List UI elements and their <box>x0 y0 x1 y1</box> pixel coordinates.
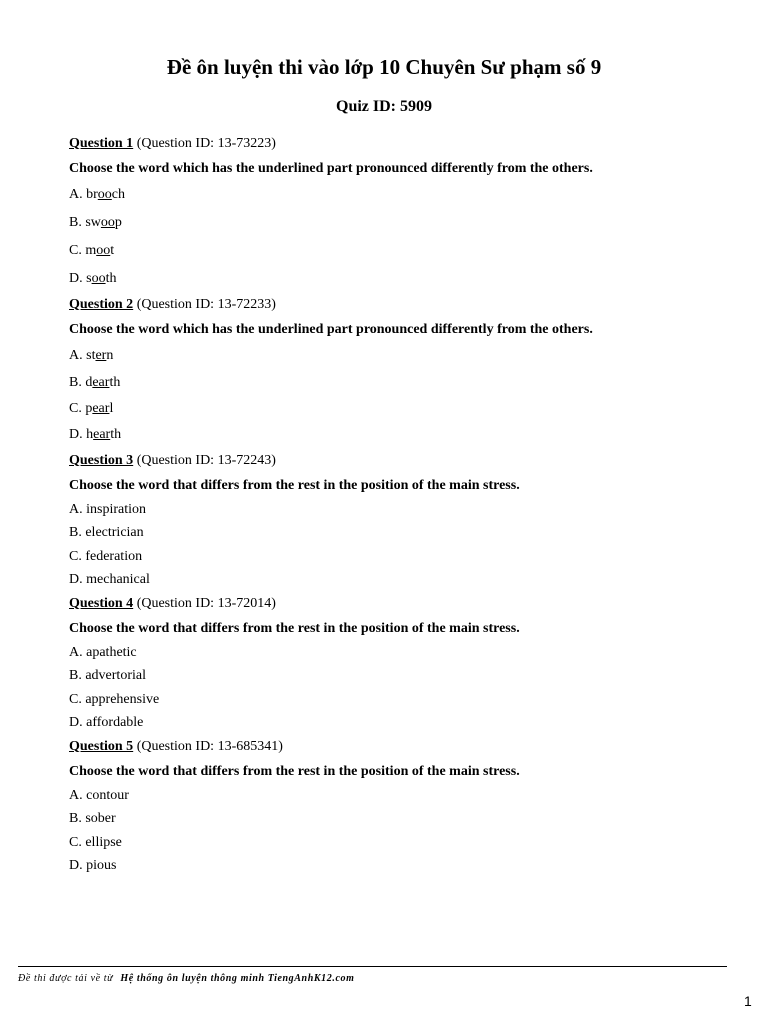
option-letter: D. <box>69 427 87 442</box>
option-letter: D. <box>69 572 87 587</box>
option-text: br <box>86 187 98 202</box>
option <box>69 857 729 881</box>
underlined-part: oo <box>97 187 112 202</box>
option-letter: A. <box>69 502 87 517</box>
question-prompt: Choose the word that differs from the rest in the position of the main stress. <box>69 764 520 779</box>
option <box>69 374 729 400</box>
option <box>69 667 729 691</box>
underlined-part: oo <box>100 215 115 230</box>
option-letter: B. <box>69 811 86 826</box>
question-block <box>69 135 729 296</box>
option-letter: D. <box>69 858 87 873</box>
option-text-end: th <box>105 271 117 286</box>
underlined-part: er <box>95 348 107 363</box>
option-text: d <box>85 375 93 390</box>
option-letter: B. <box>69 668 86 683</box>
option-letter: C. <box>69 243 86 258</box>
option <box>69 270 729 296</box>
option-letter: B. <box>69 525 86 540</box>
question-id: (Question ID: 13-72243) <box>133 453 276 468</box>
question-prompt: Choose the word which has the underlined part pronounced differently from the others. <box>69 322 593 337</box>
option-text: p <box>85 401 93 416</box>
option <box>69 186 729 214</box>
option <box>69 644 729 667</box>
option <box>69 214 729 242</box>
question-number: Question 1 <box>69 136 134 151</box>
option-text-end: l <box>109 401 114 416</box>
option-letter: C. <box>69 401 86 416</box>
question-id: (Question ID: 13-72014) <box>133 596 276 611</box>
question-id: (Question ID: 13-73223) <box>133 136 276 151</box>
option <box>69 691 729 714</box>
option-text: st <box>86 348 96 363</box>
question-id: (Question ID: 13-685341) <box>133 739 283 754</box>
option-text: m <box>85 243 97 258</box>
option-letter: A. <box>69 348 87 363</box>
underlined-part: oo <box>96 243 111 258</box>
option-text-end: n <box>106 348 114 363</box>
footer-brand: Hệ thống ôn luyện thông minh TiengAnhK12.com <box>120 973 355 984</box>
option-letter: B. <box>69 215 86 230</box>
option <box>69 347 729 374</box>
option <box>69 501 729 524</box>
option-text: inspiration <box>86 502 147 517</box>
footer-prefix: Đề thi được tải về từ <box>18 973 114 984</box>
question-block <box>69 595 729 738</box>
question-prompt: Choose the word that differs from the rest in the position of the main stress. <box>69 478 520 493</box>
option-text: federation <box>85 549 143 564</box>
option <box>69 787 729 810</box>
option-letter: B. <box>69 375 86 390</box>
page-number: 1 <box>744 993 752 1009</box>
option-letter: D. <box>69 715 87 730</box>
option-letter: C. <box>69 549 86 564</box>
option-text-end: p <box>114 215 122 230</box>
option-letter: C. <box>69 835 86 850</box>
question-header <box>69 452 729 477</box>
underlined-part: oo <box>91 271 106 286</box>
option <box>69 714 729 738</box>
question-prompt: Choose the word which has the underlined part pronounced differently from the others. <box>69 161 593 176</box>
question-header <box>69 595 729 620</box>
option-text: ellipse <box>85 835 122 850</box>
document-title: Đề ôn luyện thi vào lớp 10 Chuyên Sư phạm số 9 <box>166 55 602 79</box>
option-text: pious <box>86 858 117 873</box>
option <box>69 242 729 270</box>
option-text: apprehensive <box>85 692 160 707</box>
question-list <box>69 135 729 881</box>
option <box>69 524 729 548</box>
question-header <box>69 296 729 321</box>
question-number: Question 4 <box>69 596 134 611</box>
option-text: contour <box>86 788 129 803</box>
option-text: advertorial <box>85 668 146 683</box>
question-id: (Question ID: 13-72233) <box>133 297 276 312</box>
question-number: Question 2 <box>69 297 134 312</box>
question-number: Question 3 <box>69 453 134 468</box>
question-header <box>69 738 729 763</box>
option <box>69 810 729 834</box>
question-number: Question 5 <box>69 739 134 754</box>
option-text: sw <box>85 215 101 230</box>
option-letter: A. <box>69 645 87 660</box>
option-letter: A. <box>69 187 87 202</box>
option-letter: C. <box>69 692 86 707</box>
option-text-end: th <box>109 375 121 390</box>
underlined-part: ear <box>92 401 110 416</box>
option-text: mechanical <box>86 572 150 587</box>
option <box>69 426 729 452</box>
option <box>69 571 729 595</box>
underlined-part: ear <box>93 427 111 442</box>
question-block <box>69 296 729 452</box>
underlined-part: ear <box>92 375 110 390</box>
option-text-end: ch <box>111 187 126 202</box>
option <box>69 834 729 857</box>
option-text: apathetic <box>86 645 137 660</box>
question-header <box>69 135 729 160</box>
option-text: electrician <box>85 525 144 540</box>
option <box>69 548 729 571</box>
option <box>69 400 729 426</box>
option-text-end: t <box>110 243 115 258</box>
option-letter: A. <box>69 788 87 803</box>
option-text: h <box>86 427 94 442</box>
option-text-end: th <box>110 427 122 442</box>
question-block <box>69 452 729 595</box>
option-letter: D. <box>69 271 87 286</box>
quiz-id: Quiz ID: 5909 <box>336 98 432 115</box>
option-text: sober <box>85 811 116 826</box>
option-text: s <box>86 271 92 286</box>
footer-divider <box>18 966 727 967</box>
question-prompt: Choose the word that differs from the rest in the position of the main stress. <box>69 621 520 636</box>
option-text: affordable <box>86 715 144 730</box>
question-block <box>69 738 729 881</box>
footer <box>18 973 354 984</box>
